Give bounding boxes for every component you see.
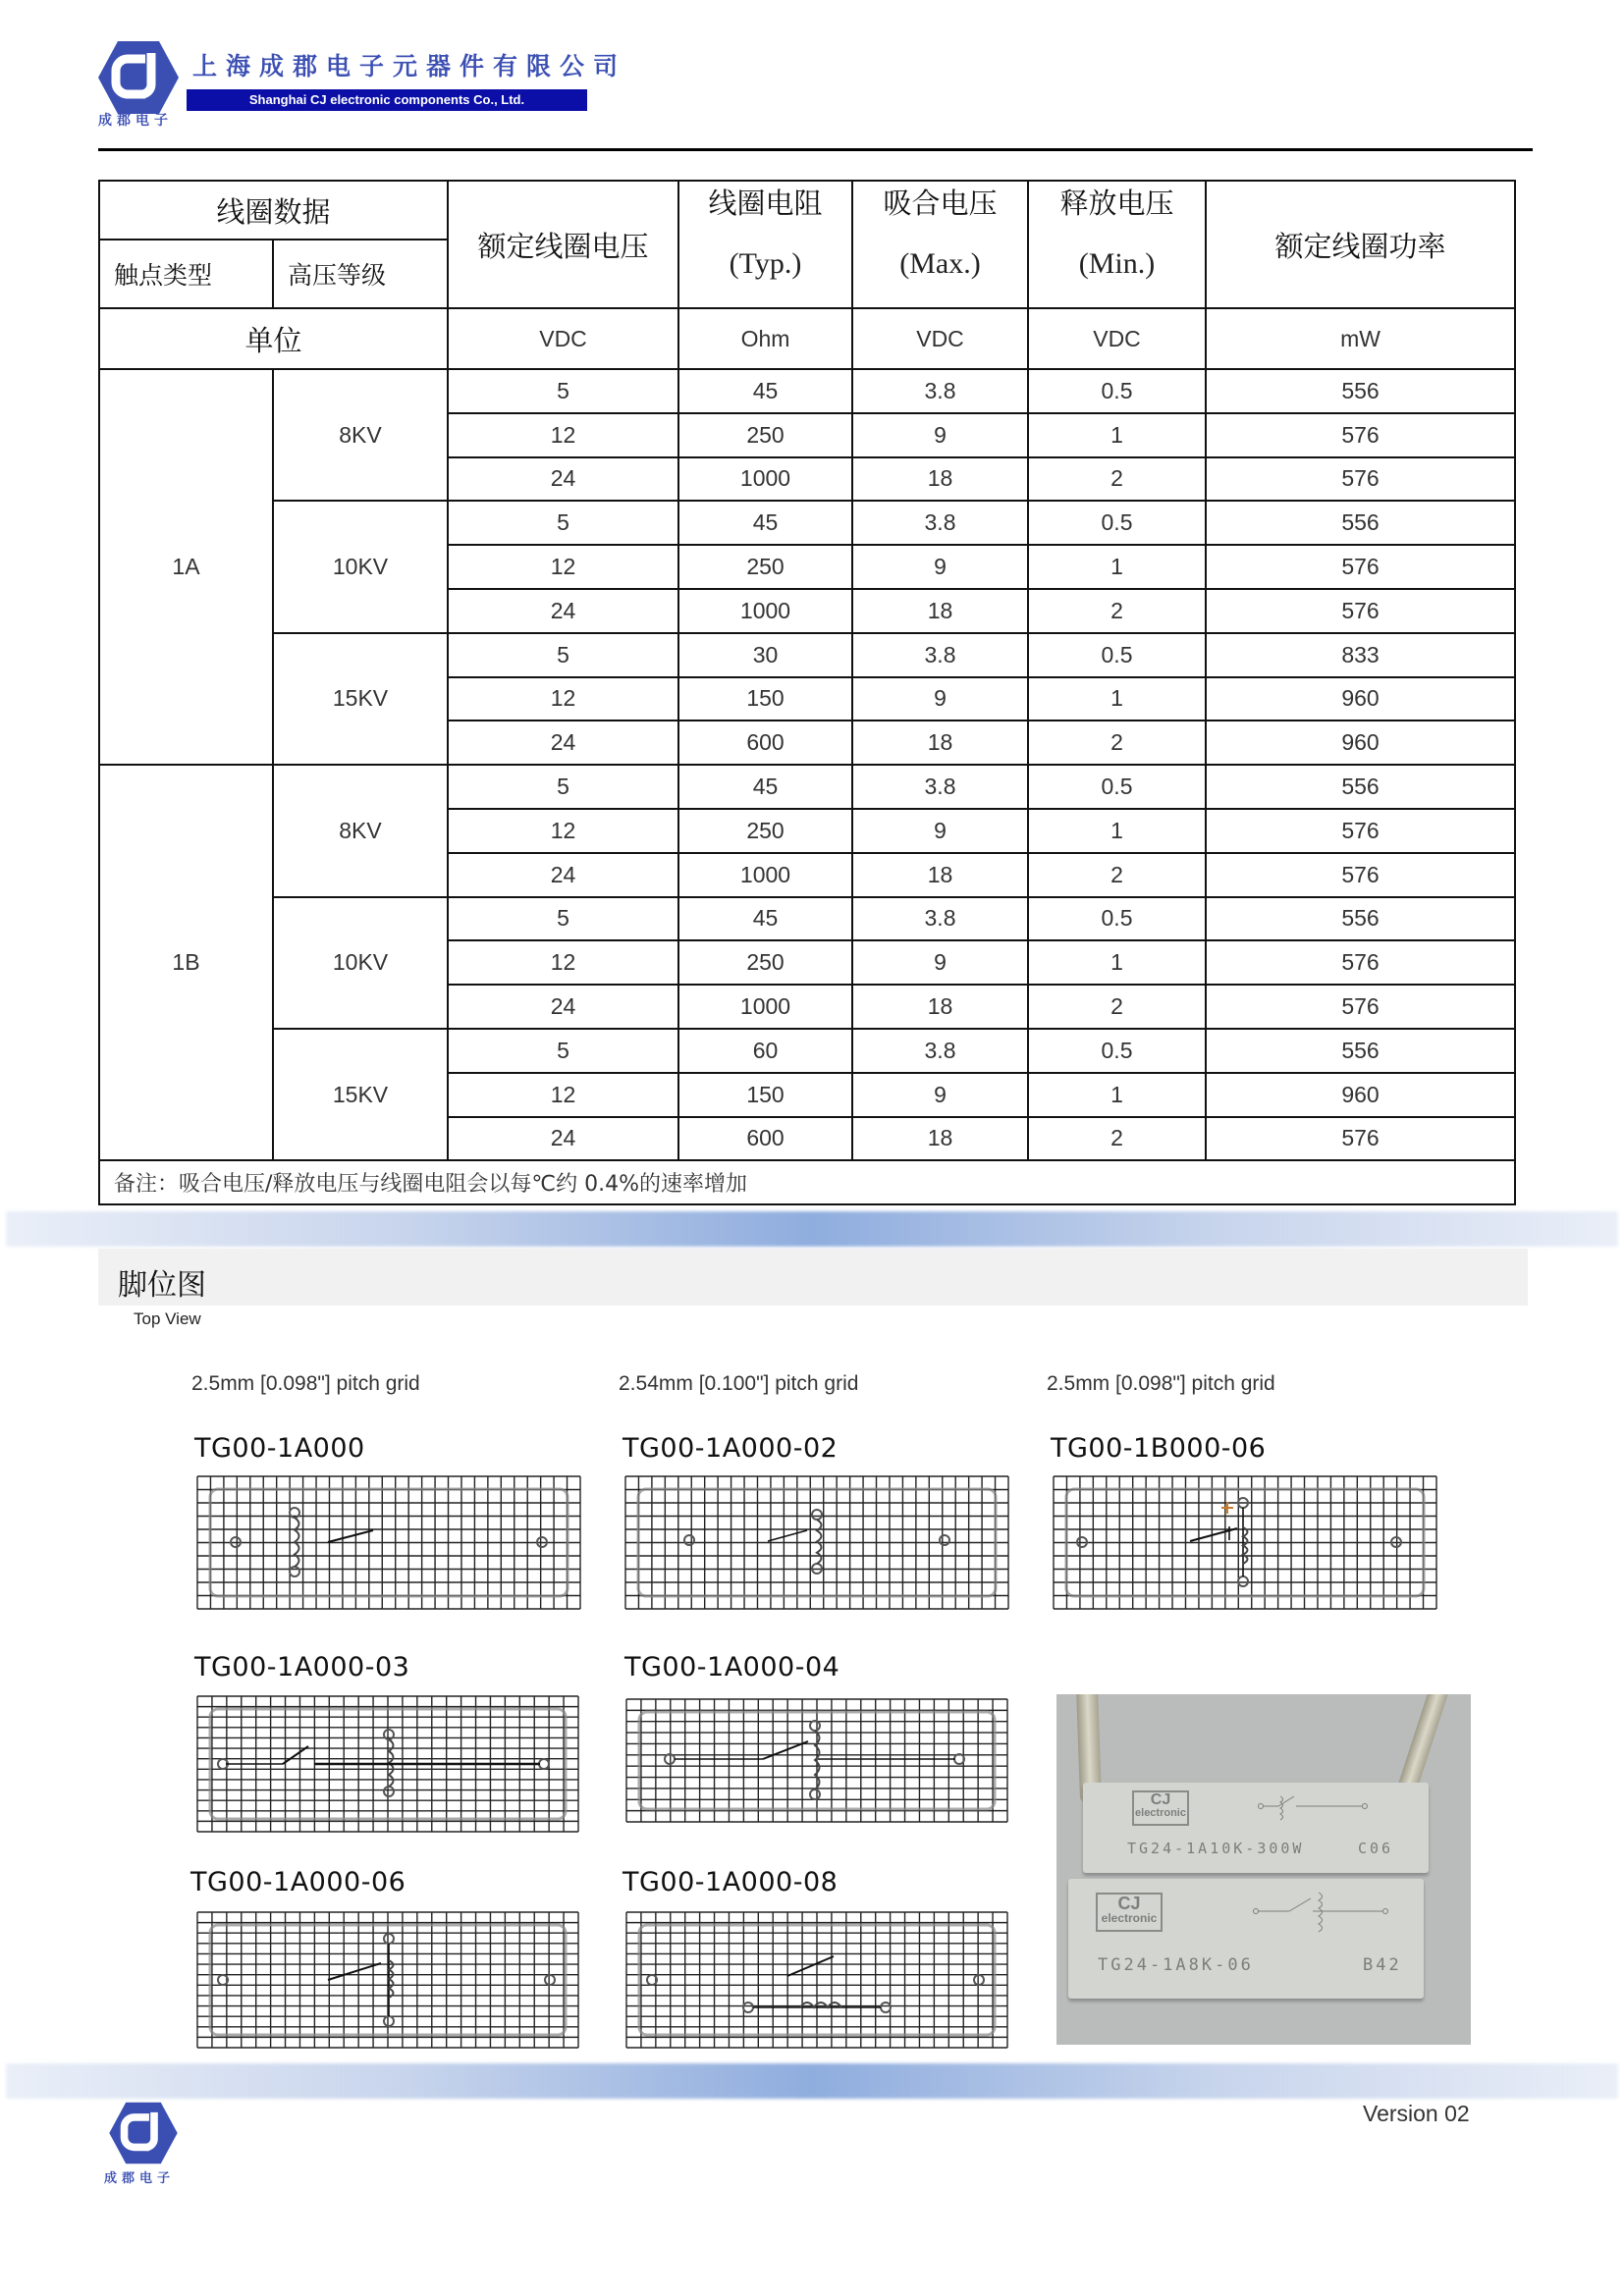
power-cell: 960: [1206, 721, 1515, 765]
rated-voltage-cell: 12: [448, 677, 678, 721]
table-row: [99, 897, 1515, 941]
drop-out-cell: 2: [1028, 457, 1206, 502]
resistance-cell: 250: [678, 809, 852, 853]
unit-pull-in: VDC: [852, 308, 1028, 369]
diagram-label: TG00-1B000-06: [1051, 1433, 1267, 1464]
diagram-label: TG00-1A000-06: [190, 1867, 406, 1897]
pinout-diagram-tg00-1b000-06: [1053, 1475, 1437, 1610]
resistance-cell: 1000: [678, 985, 852, 1029]
resistance-cell: 150: [678, 1073, 852, 1117]
power-cell: 576: [1206, 985, 1515, 1029]
drop-out-cell: 1: [1028, 413, 1206, 457]
relay-logo: CJ electronic: [1096, 1893, 1163, 1932]
rated-voltage-cell: 5: [448, 501, 678, 545]
pull-in-cell: 9: [852, 1073, 1028, 1117]
diagram-label: TG00-1A000-03: [194, 1652, 410, 1682]
resistance-cell: 1000: [678, 589, 852, 633]
pinout-diagram-tg00-1a000-08: [625, 1911, 1008, 2049]
rated-voltage-cell: 24: [448, 457, 678, 502]
relay-bottom: [1068, 1879, 1424, 1999]
pull-in-cell: 3.8: [852, 633, 1028, 677]
drop-out-cell: 0.5: [1028, 633, 1206, 677]
pull-in-cell: 18: [852, 985, 1028, 1029]
hv-level-cell: 10KV: [273, 897, 448, 1029]
header-rated-power: 额定线圈功率: [1206, 181, 1515, 308]
resistance-cell: 60: [678, 1029, 852, 1073]
drop-out-cell: 0.5: [1028, 765, 1206, 809]
drop-out-cell: 0.5: [1028, 897, 1206, 941]
pinout-diagram-tg00-1a000-04: [625, 1698, 1008, 1823]
power-cell: 576: [1206, 809, 1515, 853]
header-coil-resistance-label: 线圈电阻: [708, 187, 823, 220]
pull-in-cell: 9: [852, 677, 1028, 721]
unit-resistance: Ohm: [678, 308, 852, 369]
diagram-label: TG00-1A000: [194, 1433, 365, 1464]
power-cell: 556: [1206, 501, 1515, 545]
resistance-cell: 30: [678, 633, 852, 677]
pull-in-cell: 18: [852, 853, 1028, 897]
header-coil-resistance: [678, 181, 852, 308]
version-label: Version 02: [1363, 2101, 1470, 2126]
pull-in-cell: 18: [852, 1117, 1028, 1161]
table-row: [99, 1029, 1515, 1073]
decorative-band: [6, 1211, 1618, 1247]
company-logo-icon: [98, 39, 179, 116]
contact-type-cell: 1B: [99, 765, 273, 1160]
company-name-cn: 上海成郡电子元器件有限公司: [192, 52, 627, 80]
rated-voltage-cell: 5: [448, 369, 678, 413]
relay-bottom-code: B42: [1363, 1955, 1402, 1975]
diagram-label: TG00-1A000-08: [623, 1867, 839, 1897]
pull-in-cell: 18: [852, 457, 1028, 502]
drop-out-cell: 1: [1028, 1073, 1206, 1117]
relay-schematic-icon: [1250, 1887, 1397, 1936]
decorative-band: [6, 2063, 1618, 2099]
relay-bottom-part-number: TG24-1A8K-06: [1098, 1955, 1254, 1975]
pitch-label: 2.5mm [0.098"] pitch grid: [191, 1372, 420, 1395]
table-row: [99, 501, 1515, 545]
table-body: [99, 369, 1515, 1160]
pull-in-cell: 9: [852, 413, 1028, 457]
pull-in-cell: 3.8: [852, 1029, 1028, 1073]
header-hv-level: 高压等级: [273, 240, 448, 308]
rated-voltage-cell: 24: [448, 721, 678, 765]
coil-data-table: [98, 180, 1516, 1205]
rated-voltage-cell: 5: [448, 1029, 678, 1073]
hv-level-cell: 8KV: [273, 765, 448, 896]
header-coil-data: 线圈数据: [99, 181, 448, 240]
drop-out-cell: 2: [1028, 985, 1206, 1029]
drop-out-cell: 2: [1028, 1117, 1206, 1161]
pinout-diagram-tg00-1a000: [196, 1475, 581, 1610]
header-pull-in-sub: (Max.): [899, 247, 981, 280]
table-note: 备注：吸合电压/释放电压与线圈电阻会以每℃约 0.4%的速率增加: [99, 1160, 1515, 1204]
power-cell: 576: [1206, 457, 1515, 502]
resistance-cell: 250: [678, 413, 852, 457]
power-cell: 576: [1206, 545, 1515, 589]
diagram-label: TG00-1A000-02: [623, 1433, 839, 1464]
rated-voltage-cell: 12: [448, 809, 678, 853]
relay-top-part-number: TG24-1A10K-300W: [1127, 1840, 1305, 1857]
hv-level-cell: 15KV: [273, 633, 448, 765]
drop-out-cell: 0.5: [1028, 369, 1206, 413]
rated-voltage-cell: 5: [448, 897, 678, 941]
header-pull-in: [852, 181, 1028, 308]
table-row: [99, 633, 1515, 677]
pull-in-cell: 9: [852, 809, 1028, 853]
header-divider: [98, 148, 1533, 151]
rated-voltage-cell: 24: [448, 589, 678, 633]
header-contact-type: 触点类型: [99, 240, 273, 308]
header-drop-out-sub: (Min.): [1078, 247, 1156, 280]
power-cell: 556: [1206, 1029, 1515, 1073]
table-row: [99, 765, 1515, 809]
pull-in-cell: 9: [852, 545, 1028, 589]
company-name-en: Shanghai CJ electronic components Co., Ltd.: [187, 89, 587, 111]
product-photo: [1056, 1694, 1471, 2045]
drop-out-cell: 2: [1028, 853, 1206, 897]
drop-out-cell: 0.5: [1028, 501, 1206, 545]
drop-out-cell: 2: [1028, 721, 1206, 765]
resistance-cell: 150: [678, 677, 852, 721]
rated-voltage-cell: 5: [448, 633, 678, 677]
pull-in-cell: 3.8: [852, 501, 1028, 545]
rated-voltage-cell: 12: [448, 545, 678, 589]
top-view-label: Top View: [134, 1309, 201, 1328]
unit-label: 单位: [99, 308, 448, 369]
drop-out-cell: 1: [1028, 545, 1206, 589]
relay-logo: CJ electronic: [1132, 1790, 1189, 1826]
header-pull-in-label: 吸合电压: [883, 187, 998, 220]
rated-voltage-cell: 24: [448, 1117, 678, 1161]
power-cell: 960: [1206, 1073, 1515, 1117]
power-cell: 556: [1206, 765, 1515, 809]
pull-in-cell: 3.8: [852, 897, 1028, 941]
header-rated-voltage: 额定线圈电压: [448, 181, 678, 308]
power-cell: 960: [1206, 677, 1515, 721]
rated-voltage-cell: 5: [448, 765, 678, 809]
hv-level-cell: 15KV: [273, 1029, 448, 1160]
pinout-section-header: [98, 1249, 1528, 1306]
pinout-diagram-tg00-1a000-02: [624, 1475, 1009, 1610]
pitch-label: 2.5mm [0.098"] pitch grid: [1047, 1372, 1275, 1395]
resistance-cell: 45: [678, 765, 852, 809]
rated-voltage-cell: 24: [448, 853, 678, 897]
resistance-cell: 600: [678, 721, 852, 765]
contact-type-cell: 1A: [99, 369, 273, 765]
relay-top: [1083, 1783, 1429, 1873]
footer-logo-icon: [104, 2101, 183, 2165]
pull-in-cell: 3.8: [852, 765, 1028, 809]
resistance-cell: 250: [678, 545, 852, 589]
power-cell: 576: [1206, 940, 1515, 985]
pull-in-cell: 18: [852, 589, 1028, 633]
resistance-cell: 1000: [678, 853, 852, 897]
relay-schematic-icon: [1255, 1792, 1382, 1826]
power-cell: 556: [1206, 369, 1515, 413]
resistance-cell: 600: [678, 1117, 852, 1161]
pull-in-cell: 3.8: [852, 369, 1028, 413]
resistance-cell: 45: [678, 897, 852, 941]
rated-voltage-cell: 12: [448, 940, 678, 985]
footer-logo-caption: 成郡电子: [104, 2171, 176, 2186]
resistance-cell: 45: [678, 369, 852, 413]
drop-out-cell: 1: [1028, 677, 1206, 721]
power-cell: 833: [1206, 633, 1515, 677]
unit-drop-out: VDC: [1028, 308, 1206, 369]
hv-level-cell: 8KV: [273, 369, 448, 501]
pinout-diagram-tg00-1a000-03: [196, 1695, 579, 1833]
unit-voltage: VDC: [448, 308, 678, 369]
header-drop-out: [1028, 181, 1206, 308]
drop-out-cell: 1: [1028, 809, 1206, 853]
rated-voltage-cell: 12: [448, 413, 678, 457]
unit-power: mW: [1206, 308, 1515, 369]
power-cell: 576: [1206, 413, 1515, 457]
drop-out-cell: 1: [1028, 940, 1206, 985]
drop-out-cell: 2: [1028, 589, 1206, 633]
diagram-label: TG00-1A000-04: [624, 1652, 840, 1682]
resistance-cell: 250: [678, 940, 852, 985]
power-cell: 576: [1206, 853, 1515, 897]
pinout-title: 脚位图: [118, 1268, 206, 1303]
header-drop-out-label: 释放电压: [1059, 187, 1174, 220]
power-cell: 576: [1206, 589, 1515, 633]
power-cell: 556: [1206, 897, 1515, 941]
resistance-cell: 45: [678, 501, 852, 545]
relay-top-code: C06: [1358, 1840, 1394, 1857]
pull-in-cell: 9: [852, 940, 1028, 985]
table-row: [99, 369, 1515, 413]
power-cell: 576: [1206, 1117, 1515, 1161]
drop-out-cell: 0.5: [1028, 1029, 1206, 1073]
header-coil-resistance-sub: (Typ.): [729, 247, 802, 280]
pinout-diagram-tg00-1a000-06: [196, 1911, 579, 2049]
pull-in-cell: 18: [852, 721, 1028, 765]
pitch-label: 2.54mm [0.100"] pitch grid: [619, 1372, 859, 1395]
logo-caption: 成郡电子: [98, 113, 173, 129]
rated-voltage-cell: 12: [448, 1073, 678, 1117]
resistance-cell: 1000: [678, 457, 852, 502]
rated-voltage-cell: 24: [448, 985, 678, 1029]
hv-level-cell: 10KV: [273, 501, 448, 632]
